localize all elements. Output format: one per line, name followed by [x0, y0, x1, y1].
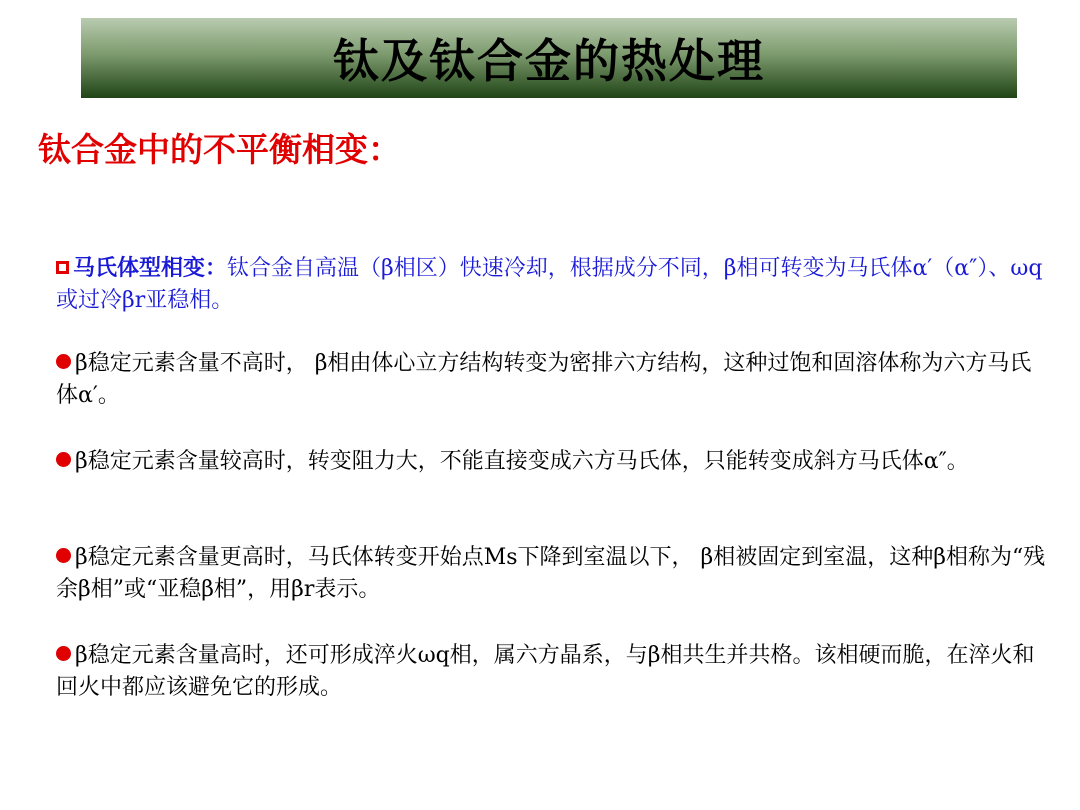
bullet-item — [56, 542, 1046, 606]
bullet-item — [56, 446, 1046, 478]
bullet-text: β稳定元素含量不高时， β相由体心立方结构转变为密排六方结构，这种过饱和固溶体称为六方马氏体α′。 — [56, 351, 1032, 408]
bullet-dot-icon — [56, 354, 71, 369]
bullet-dot-icon — [56, 452, 71, 467]
intro-paragraph — [56, 252, 1046, 317]
bullet-dot-icon — [56, 646, 71, 661]
bullet-dot-icon — [56, 548, 71, 563]
bullet-item — [56, 640, 1046, 704]
intro-text: 钛合金自高温（β相区）快速冷却，根据成分不同，β相可转变为马氏体α′（α″）、ωq或过冷βr亚稳相。 — [56, 256, 1043, 313]
bullet-text: β稳定元素含量较高时，转变阻力大，不能直接变成六方马氏体，只能转变成斜方马氏体α″。 — [75, 449, 969, 474]
bullet-text: β稳定元素含量高时，还可形成淬火ωq相，属六方晶系，与β相共生并共格。该相硬而脆，在淬火和回火中都应该避免它的形成。 — [56, 643, 1035, 700]
bullet-item — [56, 348, 1046, 412]
page-title: 钛及钛合金的热处理 — [333, 34, 765, 88]
hollow-square-icon — [56, 261, 69, 274]
intro-heading: 马氏体型相变： — [73, 255, 228, 281]
title-bar — [81, 18, 1017, 98]
bullet-text: β稳定元素含量更高时，马氏体转变开始点Ms下降到室温以下， β相被固定到室温，这种β相称为“残余β相”或“亚稳β相”，用βr表示。 — [56, 545, 1046, 602]
section-subtitle: 钛合金中的不平衡相变： — [38, 130, 401, 169]
